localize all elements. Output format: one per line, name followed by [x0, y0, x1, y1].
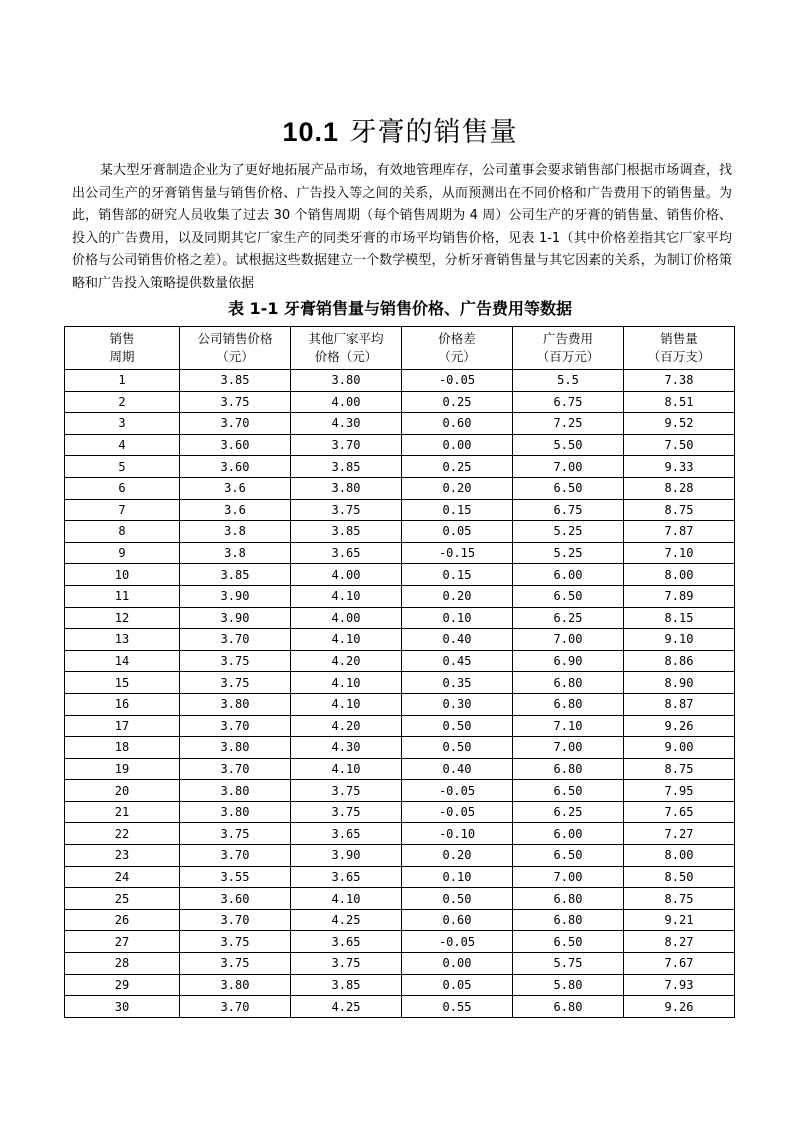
table-cell: 0.60	[402, 909, 513, 931]
table-cell: 18	[65, 737, 180, 759]
header-cell: 公司销售价格 （元）	[180, 327, 291, 370]
table-row	[65, 477, 735, 499]
table-cell: 3.85	[291, 521, 402, 543]
table-cell: 4.10	[291, 629, 402, 651]
table-cell: 6.25	[513, 607, 624, 629]
table-cell: 6.80	[513, 909, 624, 931]
table-cell: 3.70	[180, 413, 291, 435]
table-row	[65, 434, 735, 456]
table-row	[65, 672, 735, 694]
table-cell: 24	[65, 866, 180, 888]
table-row	[65, 693, 735, 715]
table-cell: 3.70	[180, 715, 291, 737]
table-cell: 3.80	[180, 780, 291, 802]
table-cell: 6.80	[513, 672, 624, 694]
table-cell: 3.6	[180, 477, 291, 499]
table-cell: 0.30	[402, 693, 513, 715]
table-cell: 5.75	[513, 953, 624, 975]
table-cell: 7.00	[513, 866, 624, 888]
table-cell: 17	[65, 715, 180, 737]
table-cell: 9.00	[624, 737, 735, 759]
table-row	[65, 931, 735, 953]
table-cell: 4.30	[291, 413, 402, 435]
table-cell: 0.05	[402, 974, 513, 996]
table-cell: 7.89	[624, 585, 735, 607]
section-title: 牙膏的销售量	[349, 117, 518, 148]
table-cell: 3.80	[291, 370, 402, 392]
table-cell: 3.65	[291, 931, 402, 953]
table-cell: 6	[65, 477, 180, 499]
table-cell: 3.8	[180, 521, 291, 543]
table-cell: 4.20	[291, 715, 402, 737]
table-cell: 3.70	[180, 758, 291, 780]
table-cell: 13	[65, 629, 180, 651]
table-cell: 3.70	[180, 996, 291, 1018]
table-cell: 3.70	[180, 845, 291, 867]
table-cell: 7.27	[624, 823, 735, 845]
table-cell: 8.75	[624, 888, 735, 910]
table-cell: 3.85	[291, 974, 402, 996]
table-cell: 7.10	[624, 542, 735, 564]
table-cell: 6.80	[513, 996, 624, 1018]
table-row	[65, 888, 735, 910]
table-cell: 4.00	[291, 564, 402, 586]
table-cell: 3.85	[291, 456, 402, 478]
table-cell: 8.75	[624, 499, 735, 521]
table-cell: 0.40	[402, 629, 513, 651]
sales-data-table	[64, 326, 735, 1018]
table-cell: 0.00	[402, 434, 513, 456]
table-cell: 3.75	[291, 953, 402, 975]
table-cell: 5.25	[513, 542, 624, 564]
table-cell: 4	[65, 434, 180, 456]
table-cell: -0.10	[402, 823, 513, 845]
table-cell: 8.00	[624, 845, 735, 867]
table-cell: 4.25	[291, 909, 402, 931]
table-cell: 9	[65, 542, 180, 564]
table-cell: 3.55	[180, 866, 291, 888]
table-cell: 12	[65, 607, 180, 629]
table-row	[65, 564, 735, 586]
table-cell: 19	[65, 758, 180, 780]
table-cell: 7.87	[624, 521, 735, 543]
table-cell: 9.26	[624, 715, 735, 737]
table-cell: 7	[65, 499, 180, 521]
table-row	[65, 521, 735, 543]
table-row	[65, 823, 735, 845]
table-cell: 3.85	[180, 564, 291, 586]
table-cell: 9.52	[624, 413, 735, 435]
table-row	[65, 737, 735, 759]
table-cell: 6.50	[513, 931, 624, 953]
table-cell: 3.75	[180, 823, 291, 845]
table-cell: 0.60	[402, 413, 513, 435]
table-cell: 0.25	[402, 456, 513, 478]
table-cell: 8	[65, 521, 180, 543]
table-cell: 0.20	[402, 585, 513, 607]
table-cell: 9.26	[624, 996, 735, 1018]
table-cell: 3.90	[180, 607, 291, 629]
table-cell: 0.15	[402, 564, 513, 586]
table-cell: 15	[65, 672, 180, 694]
table-cell: 28	[65, 953, 180, 975]
table-header-row	[65, 327, 735, 370]
table-cell: 16	[65, 693, 180, 715]
table-cell: 3.65	[291, 823, 402, 845]
table-row	[65, 391, 735, 413]
table-cell: 3.75	[291, 499, 402, 521]
page-title	[0, 110, 800, 149]
table-cell: 4.10	[291, 672, 402, 694]
table-cell: -0.05	[402, 931, 513, 953]
table-cell: 22	[65, 823, 180, 845]
table-cell: 8.50	[624, 866, 735, 888]
header-cell: 销售 周期	[65, 327, 180, 370]
table-cell: 20	[65, 780, 180, 802]
table-cell: 3.85	[180, 370, 291, 392]
table-cell: 29	[65, 974, 180, 996]
table-cell: 14	[65, 650, 180, 672]
table-cell: 3.80	[180, 974, 291, 996]
table-cell: 4.10	[291, 585, 402, 607]
table-cell: 6.80	[513, 693, 624, 715]
table-cell: 8.87	[624, 693, 735, 715]
table-cell: 2	[65, 391, 180, 413]
table-cell: 7.65	[624, 801, 735, 823]
table-cell: 9.10	[624, 629, 735, 651]
table-cell: 3.75	[291, 801, 402, 823]
table-cell: 3.75	[180, 650, 291, 672]
table-cell: 7.00	[513, 456, 624, 478]
table-cell: 3	[65, 413, 180, 435]
table-cell: -0.05	[402, 801, 513, 823]
table-cell: 3.75	[180, 391, 291, 413]
table-cell: 27	[65, 931, 180, 953]
table-cell: 3.6	[180, 499, 291, 521]
table-cell: 3.80	[180, 737, 291, 759]
table-cell: 5	[65, 456, 180, 478]
table-cell: 23	[65, 845, 180, 867]
table-row	[65, 909, 735, 931]
table-cell: 3.70	[180, 629, 291, 651]
table-cell: 6.50	[513, 780, 624, 802]
table-cell: 0.00	[402, 953, 513, 975]
table-cell: 9.33	[624, 456, 735, 478]
table-cell: 25	[65, 888, 180, 910]
table-cell: 7.00	[513, 737, 624, 759]
table-row	[65, 715, 735, 737]
table-cell: 3.75	[180, 931, 291, 953]
table-cell: 6.80	[513, 758, 624, 780]
table-cell: 7.25	[513, 413, 624, 435]
table-cell: 7.67	[624, 953, 735, 975]
table-cell: 4.10	[291, 693, 402, 715]
table-cell: 6.25	[513, 801, 624, 823]
table-row	[65, 780, 735, 802]
table-cell: 3.60	[180, 434, 291, 456]
table-cell: 3.90	[180, 585, 291, 607]
table-cell: 11	[65, 585, 180, 607]
table-row	[65, 413, 735, 435]
table-cell: 8.15	[624, 607, 735, 629]
table-row	[65, 845, 735, 867]
header-cell: 广告费用 （百万元）	[513, 327, 624, 370]
table-cell: 3.65	[291, 866, 402, 888]
table-cell: 7.50	[624, 434, 735, 456]
table-cell: 0.20	[402, 845, 513, 867]
table-row	[65, 370, 735, 392]
table-cell: 0.20	[402, 477, 513, 499]
table-cell: 6.00	[513, 564, 624, 586]
table-cell: 8.51	[624, 391, 735, 413]
table-cell: 6.50	[513, 585, 624, 607]
table-cell: -0.15	[402, 542, 513, 564]
table-row	[65, 585, 735, 607]
table-row	[65, 650, 735, 672]
table-cell: 6.00	[513, 823, 624, 845]
table-cell: 4.10	[291, 888, 402, 910]
table-cell: 8.00	[624, 564, 735, 586]
table-cell: 4.00	[291, 607, 402, 629]
table-cell: 3.80	[180, 693, 291, 715]
table-cell: 6.80	[513, 888, 624, 910]
table-cell: 6.75	[513, 391, 624, 413]
table-cell: 7.93	[624, 974, 735, 996]
table-body	[65, 370, 735, 1018]
table-cell: 6.50	[513, 845, 624, 867]
table-cell: 0.05	[402, 521, 513, 543]
table-row	[65, 607, 735, 629]
table-cell: 5.25	[513, 521, 624, 543]
table-row	[65, 996, 735, 1018]
table-cell: 7.38	[624, 370, 735, 392]
table-caption: 表 1-1 牙膏销售量与销售价格、广告费用等数据	[227, 299, 573, 318]
table-row	[65, 974, 735, 996]
table-cell: -0.05	[402, 780, 513, 802]
table-cell: 3.90	[291, 845, 402, 867]
table-cell: 3.75	[291, 780, 402, 802]
table-cell: 0.10	[402, 866, 513, 888]
header-cell: 价格差 （元）	[402, 327, 513, 370]
header-cell: 销售量 （百万支）	[624, 327, 735, 370]
table-cell: 0.50	[402, 715, 513, 737]
table-cell: 3.75	[180, 953, 291, 975]
table-cell: 4.20	[291, 650, 402, 672]
table-cell: 3.70	[180, 909, 291, 931]
section-number: 10.1	[282, 117, 340, 147]
table-cell: 0.25	[402, 391, 513, 413]
table-cell: 6.50	[513, 477, 624, 499]
table-row	[65, 456, 735, 478]
table-cell: 8.90	[624, 672, 735, 694]
header-cell: 其他厂家平均 价格（元）	[291, 327, 402, 370]
table-cell: 8.28	[624, 477, 735, 499]
table-cell: 8.75	[624, 758, 735, 780]
table-cell: -0.05	[402, 370, 513, 392]
table-cell: 7.95	[624, 780, 735, 802]
table-cell: 9.21	[624, 909, 735, 931]
table-row	[65, 542, 735, 564]
table-row	[65, 953, 735, 975]
table-cell: 3.60	[180, 456, 291, 478]
table-cell: 8.86	[624, 650, 735, 672]
table-cell: 0.15	[402, 499, 513, 521]
table-cell: 5.5	[513, 370, 624, 392]
table-cell: 0.10	[402, 607, 513, 629]
table-cell: 0.50	[402, 737, 513, 759]
table-cell: 4.00	[291, 391, 402, 413]
table-cell: 0.45	[402, 650, 513, 672]
table-row	[65, 629, 735, 651]
table-cell: 0.40	[402, 758, 513, 780]
table-cell: 3.70	[291, 434, 402, 456]
intro-paragraph: 某大型牙膏制造企业为了更好地拓展产品市场，有效地管理库存，公司董事会要求销售部门根据市场调查，找出公司生产的牙膏销售量与销售价格、广告投入等之间的关系，从而预测出在不同价格和广告费用下的销售量。为此，销售部的研究人员收集了过去 30 个销售周期（每个销售周期为 4 周）公司生产的牙膏的销售量、销售价格、投入的广告费用，以及同期其它厂家生产的同类牙膏的市场平均销售价格，见表 1-1（其中价格差指其它厂家平均价格与公司销售价格之差）。试根据这些数据建立一个数学模型，分析牙膏销售量与其它因素的关系，为制订价格策略和广告投入策略提供数量依据	[72, 163, 732, 291]
table-cell: 3.65	[291, 542, 402, 564]
table-cell: 0.50	[402, 888, 513, 910]
table-cell: 3.60	[180, 888, 291, 910]
table-cell: 6.90	[513, 650, 624, 672]
table-row	[65, 801, 735, 823]
table-row	[65, 758, 735, 780]
table-cell: 6.75	[513, 499, 624, 521]
table-cell: 7.10	[513, 715, 624, 737]
table-cell: 21	[65, 801, 180, 823]
table-cell: 30	[65, 996, 180, 1018]
table-cell: 5.50	[513, 434, 624, 456]
table-cell: 4.10	[291, 758, 402, 780]
table-cell: 8.27	[624, 931, 735, 953]
table-cell: 3.75	[180, 672, 291, 694]
table-cell: 3.80	[291, 477, 402, 499]
table-cell: 3.8	[180, 542, 291, 564]
table-cell: 4.25	[291, 996, 402, 1018]
table-cell: 7.00	[513, 629, 624, 651]
table-cell: 4.30	[291, 737, 402, 759]
table-cell: 5.80	[513, 974, 624, 996]
table-row	[65, 866, 735, 888]
table-cell: 3.80	[180, 801, 291, 823]
table-row	[65, 499, 735, 521]
table-cell: 0.55	[402, 996, 513, 1018]
table-cell: 0.35	[402, 672, 513, 694]
table-cell: 10	[65, 564, 180, 586]
table-cell: 1	[65, 370, 180, 392]
table-cell: 26	[65, 909, 180, 931]
